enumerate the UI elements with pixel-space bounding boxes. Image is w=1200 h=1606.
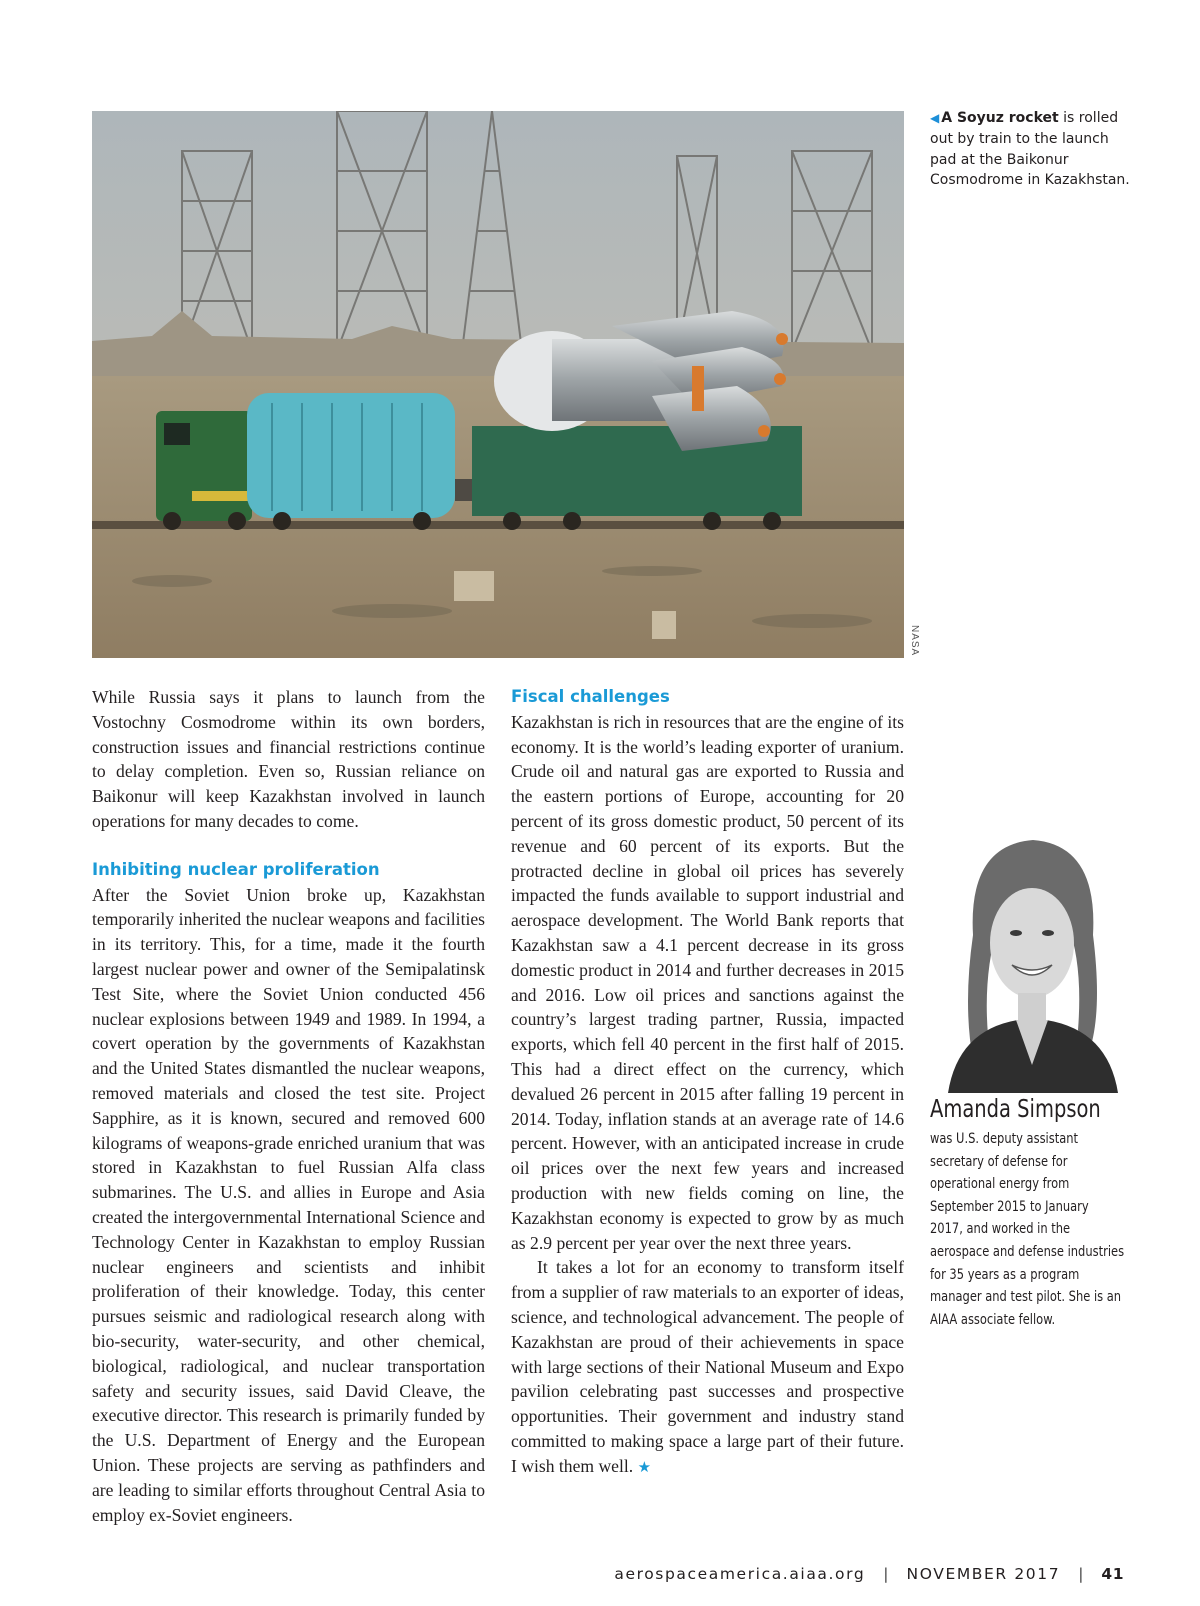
closing-text: It takes a lot for an economy to transform itself from a supplier of raw materials to an exporter of ideas, science, and technological advancement. The people of Kazakhstan are proud of their achievements in space with large sections of their National Museum and Expo pavilion celebrating past successes and prospective opportunities. Their government and industry stand committed to making space a large part of their future. I wish them well. [511,1257,904,1476]
author-bio-box [930,1092,1125,1331]
closing-paragraph [511,1255,904,1480]
section-heading-fiscal: Fiscal challenges [511,687,670,706]
caption-text: is rolled out by train to the launch pad at the Baikonur Cosmodrome in Kazakhstan. [930,110,1130,189]
footer-divider: | [1078,1565,1084,1583]
page-footer [614,1563,1124,1585]
caption-lead: A Soyuz rocket [941,110,1059,126]
page-number: 41 [1101,1565,1124,1583]
soyuz-photo-illustration [92,111,904,658]
end-star-icon: ★ [637,1459,652,1476]
photo-caption [930,108,1130,191]
author-photo-illustration [928,815,1128,1093]
photo-credit: NASA [909,625,920,657]
caption-pointer-icon: ◀ [930,111,940,125]
section-heading-nuclear: Inhibiting nuclear proliferation [92,859,380,879]
intro-paragraph: While Russia says it plans to launch from the Vostochny Cosmodrome within its own borders, construction issues and financial restrictions continue to delay completion. Even so, Russian reliance on Baikonur will keep Kazakhstan involved in launch operations for many decades to come. [92,687,485,831]
footer-issue: NOVEMBER 2017 [906,1565,1061,1583]
left-column [92,685,485,1527]
footer-divider: | [883,1565,889,1583]
author-portrait [928,815,1128,1093]
author-name: Amanda Simpson [930,1094,1101,1123]
soyuz-photo [92,111,904,658]
footer-site: aerospaceamerica.aiaa.org [614,1565,866,1583]
author-bio: was U.S. deputy assistant secretary of defense for operational energy from September 2015 to January 2017, and worked in the aerospace and defense industries for 35 years as a program manager and test pilot. She is an AIAA associate fellow. [930,1131,1125,1328]
right-column [511,685,904,1481]
nuclear-paragraph: After the Soviet Union broke up, Kazakhstan temporarily inherited the nuclear weapons and facilities in its territory. This, for a time, made it the fourth largest nuclear power and owner of the Semipalatinsk Test Site, where the Soviet Union conducted 456 nuclear explosions between 1949 and 1989. In 1994, a covert operation by the governments of Kazakhstan and the United States dismantled the nuclear weapons, removed materials and closed the test site. Project Sapphire, as it is known, secured and removed 600 kilograms of weapons-grade enriched uranium that was stored in Kazakhstan to fuel Russian Alfa class submarines. The U.S. and allies in Europe and Asia created the intergovernmental International Science and Technology Center in Kazakhstan to employ Russian nuclear engineers and scientists and inhibit proliferation of their knowledge. Today, this center pursues seismic and radiological research along with bio-security, water-security, and other chemical, biological, radiological, and nuclear transportation safety and security issues, said David Cleave, the executive director. This research is primarily funded by the U.S. Department of Energy and the European Union. These projects are serving as pathfinders and are leading to similar efforts throughout Central Asia to employ ex-Soviet engineers. [92,884,485,1525]
fiscal-paragraph: Kazakhstan is rich in resources that are the engine of its economy. It is the world’s leading exporter of uranium. Crude oil and natural gas are exported to Russia and the eastern portions of Europe, accounting for 20 percent of its gross domestic product, 50 percent of its revenue and 60 percent of its exports. But the protracted decline in global oil prices has severely impacted the funds available to support industrial and aerospace development. The World Bank reports that Kazakhstan saw a 4.1 percent decrease in its gross domestic product in 2014 and further decreases in 2015 and 2016. Low oil prices and sanctions against the country’s largest trading partner, Russia, impacted exports, which fell 40 percent in the first half of 2015. This had a direct effect on the currency, which devalued 26 percent in 2015 after falling 19 percent in 2014. Today, inflation stands at an average rate of 14.6 percent. However, with an anticipated increase in crude oil prices over the next few years and increased production with new fields coming on line, the Kazakhstan economy is expected to grow by as much as 2.9 percent per year over the next three years. [511,711,904,1253]
